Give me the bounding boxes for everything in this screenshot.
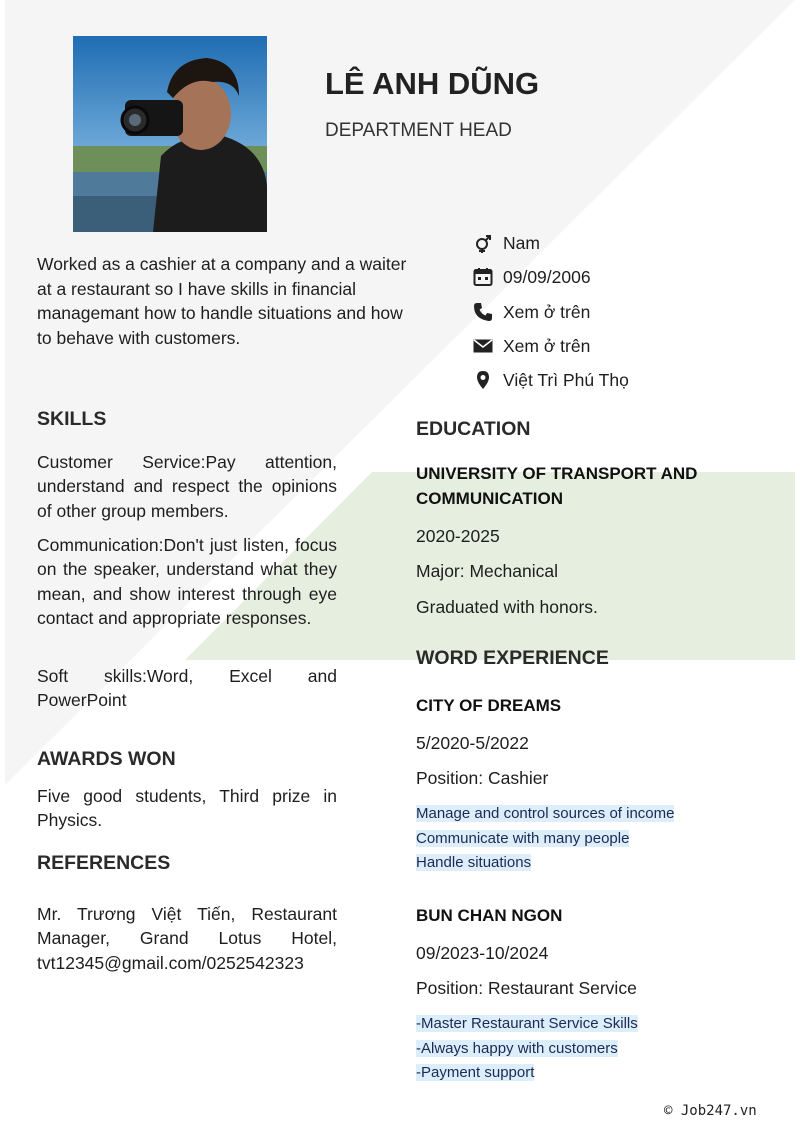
education-school: UNIVERSITY OF TRANSPORT AND COMMUNICATION bbox=[416, 464, 698, 508]
contact-email bbox=[472, 334, 772, 358]
job-duties bbox=[416, 802, 674, 876]
calendar-icon bbox=[472, 266, 494, 288]
references-text: Mr. Trương Việt Tiến, Restaurant Manager, Grand Lotus Hotel, tvt12345@gmail.com/0252542323 bbox=[37, 904, 337, 973]
experience-title: WORD EXPERIENCE bbox=[416, 647, 609, 669]
footer-copyright: © Job247.vn bbox=[664, 1103, 757, 1119]
gender-icon bbox=[472, 232, 494, 254]
contact-birthday-value: 09/09/2006 bbox=[503, 266, 591, 287]
contact-phone bbox=[472, 300, 772, 324]
job-position: Position: Restaurant Service bbox=[416, 978, 637, 998]
phone-icon bbox=[472, 301, 494, 323]
duty-item: -Always happy with customers bbox=[416, 1039, 618, 1057]
contact-address-value: Việt Trì Phú Thọ bbox=[503, 369, 629, 390]
candidate-role: DEPARTMENT HEAD bbox=[325, 120, 512, 141]
profile-summary: Worked as a cashier at a company and a waiter at a restaurant so I have skills in financial managemant how to handle situations and how to behave with customers. bbox=[37, 254, 407, 348]
education-major: Major: Mechanical bbox=[416, 561, 558, 581]
mail-icon bbox=[472, 335, 494, 357]
job-company: CITY OF DREAMS bbox=[416, 696, 562, 715]
references-title: REFERENCES bbox=[37, 852, 171, 874]
contact-phone-value: Xem ở trên bbox=[503, 301, 591, 322]
duty-item: Communicate with many people bbox=[416, 829, 630, 847]
contact-birthday bbox=[472, 265, 772, 289]
candidate-name: LÊ ANH DŨNG bbox=[325, 66, 540, 101]
duty-item: -Master Restaurant Service Skills bbox=[416, 1015, 638, 1032]
profile-photo bbox=[73, 36, 267, 232]
skills-title: SKILLS bbox=[37, 408, 107, 430]
contact-gender bbox=[472, 231, 772, 255]
education-note: Graduated with honors. bbox=[416, 597, 598, 617]
job-period: 5/2020-5/2022 bbox=[416, 733, 529, 753]
contact-email-value: Xem ở trên bbox=[503, 335, 591, 356]
job-company: BUN CHAN NGON bbox=[416, 906, 563, 925]
awards-title: AWARDS WON bbox=[37, 748, 176, 770]
job-position: Position: Cashier bbox=[416, 768, 549, 788]
education-period: 2020-2025 bbox=[416, 526, 500, 546]
duty-item: -Payment support bbox=[416, 1064, 535, 1081]
skill-item: Communication:Don't just listen, focus on the speaker, understand what they mean, and show interest through eye contact and appropriate responses. bbox=[37, 535, 337, 628]
awards-text: Five good students, Third prize in Physics. bbox=[37, 786, 337, 831]
duty-item: Manage and control sources of income bbox=[416, 805, 675, 822]
skill-item: Customer Service:Pay attention, understand and respect the opinions of other group members. bbox=[37, 452, 337, 521]
job-period: 09/2023-10/2024 bbox=[416, 943, 549, 963]
location-pin-icon bbox=[472, 369, 494, 391]
contact-address bbox=[472, 368, 772, 392]
contact-gender-value: Nam bbox=[503, 232, 540, 253]
job-duties bbox=[416, 1012, 638, 1086]
skill-item: Soft skills:Word, Excel and PowerPoint bbox=[37, 666, 337, 711]
education-title: EDUCATION bbox=[416, 418, 531, 440]
duty-item: Handle situations bbox=[416, 854, 532, 871]
